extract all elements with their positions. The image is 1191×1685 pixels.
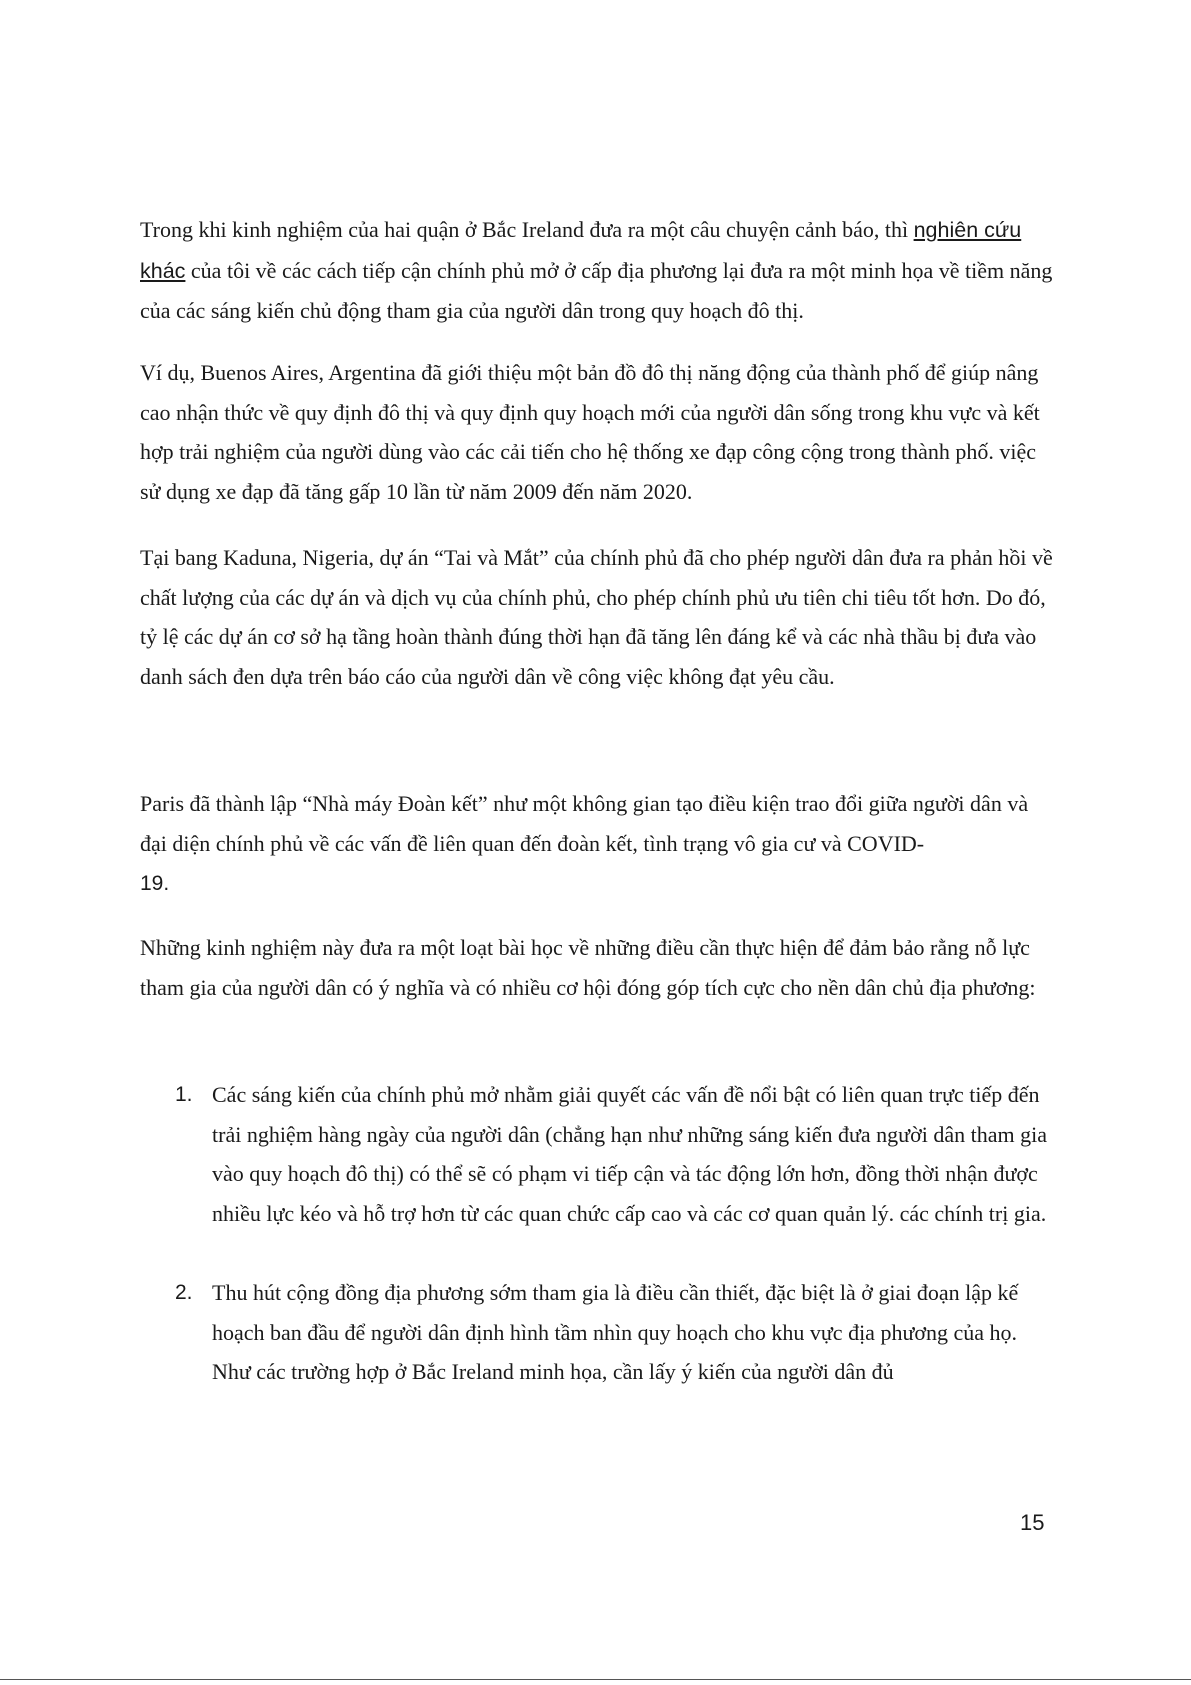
page-number: 15 [1020,1510,1045,1535]
list-text: Thu hút cộng đồng địa phương sớm tham gia là điều cần thiết, đặc biệt là ở giai đoạn lập kế hoạch ban đầu để người dân định hình tầm nhìn quy hoạch cho khu vực địa phương của họ. Như các trường hợp ở Bắc Ireland minh họa, cần lấy ý kiến của người dân đủ [212,1280,1019,1384]
bottom-divider [0,1679,1191,1680]
list-number: 1. [175,1083,193,1106]
paragraph-buenos-aires: Ví dụ, Buenos Aires, Argentina đã giới thiệu một bản đồ đô thị năng động của thành phố để giúp nâng cao nhận thức về quy định đô thị và quy định quy hoạch mới của người dân sống trong khu vực và kết hợp trải nghiệm của người dùng vào các cải tiến cho hệ thống xe đạp công cộng trong thành phố. việc sử dụng xe đạp đã tăng gấp 10 lần từ năm 2009 đến năm 2020. [140,360,1040,504]
paragraph-lessons: Những kinh nghiệm này đưa ra một loạt bài học về những điều cần thực hiện để đảm bảo rằng nỗ lực tham gia của người dân có ý nghĩa và có nhiều cơ hội đóng góp tích cực cho nền dân chủ địa phương: [140,935,1036,1000]
list-text: Các sáng kiến của chính phủ mở nhằm giải quyết các vấn đề nổi bật có liên quan trực tiếp đến trải nghiệm hàng ngày của người dân (chẳng hạn như những sáng kiến đưa người dân tham gia vào quy hoạch đô thị) có thể sẽ có phạm vi tiếp cận và tác động lớn hơn, đồng thời nhận được nhiều lực kéo và hỗ trợ hơn từ các quan chức cấp cao và các cơ quan quản lý. các chính trị gia. [212,1082,1047,1226]
research-link[interactable]: nghiên cứu khác [140,218,1022,283]
paragraph-northern-ireland [140,210,1055,331]
paragraph-text: của tôi về các cách tiếp cận chính phủ mở ở cấp địa phương lại đưa ra một minh họa về tiềm năng của các sáng kiến chủ động tham gia của người dân trong quy hoạch đô thị. [140,257,1053,323]
paragraph-text: Paris đã thành lập “Nhà máy Đoàn kết” như một không gian tạo điều kiện trao đổi giữa người dân và đại diện chính phủ về các vấn đề liên quan đến đoàn kết, tình trạng vô gia cư và COVID- [140,791,1029,856]
paragraph-kaduna: Tại bang Kaduna, Nigeria, dự án “Tai và Mắt” của chính phủ đã cho phép người dân đưa ra phản hồi về chất lượng của các dự án và dịch vụ của chính phủ, cho phép chính phủ ưu tiên chi tiêu tốt hơn. Do đó, tỷ lệ các dự án cơ sở hạ tầng hoàn thành đúng thời hạn đã tăng lên đáng kể và các nhà thầu bị đưa vào danh sách đen dựa trên báo cáo của người dân về công việc không đạt yêu cầu. [140,545,1053,689]
list-number: 2. [175,1281,193,1304]
paragraph-text: 19. [140,872,170,895]
paragraph-paris [140,784,1055,904]
paragraph-text: Trong khi kinh nghiệm của hai quận ở Bắc Ireland đưa ra một câu chuyện cảnh báo, thì [140,217,914,242]
